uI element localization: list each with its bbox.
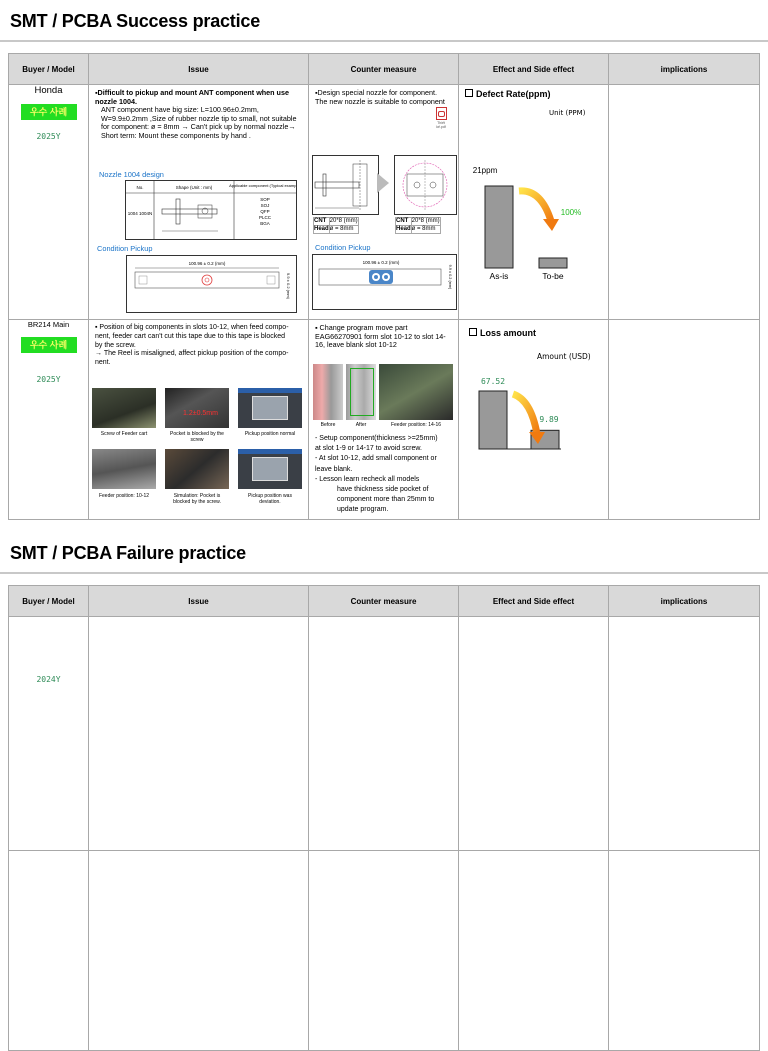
component-type: SOJ — [260, 203, 270, 208]
buyer-cell — [9, 320, 89, 520]
cm-line: 16, leave blank slot 10-12 — [315, 340, 397, 350]
buyer-cell — [9, 851, 89, 1051]
photo-caption: Feeder position: 10-12 — [98, 493, 150, 499]
decrease-arrow — [519, 191, 551, 221]
chart-bar-asis — [485, 186, 513, 268]
table-row — [9, 617, 760, 851]
cm-bullet: component more than 25mm to — [337, 496, 435, 504]
implications-cell — [609, 851, 760, 1051]
header-buyer-model: Buyer / Model — [9, 586, 89, 617]
loss-amount-chart — [459, 354, 607, 474]
issue-headline: ▪Difficult to pickup and mount ANT component when use nozzle 1004. — [95, 88, 289, 106]
cm-bullet: leave blank. — [315, 465, 353, 473]
header-counter-measure: Counter measure — [309, 54, 459, 85]
cm-line: The new nozzle is suitable to component — [315, 96, 445, 106]
old-nozzle-spec-table — [313, 217, 359, 234]
simulation-photo — [165, 449, 229, 489]
chart-bar-asis — [479, 391, 507, 449]
photo-caption: Screw of Feeder cart — [100, 431, 148, 437]
issue-line: W=9.9±0.2mm ,Size of rubber nozzle tip to small, not suitable — [101, 113, 297, 123]
chart-value-label: 21ppm — [472, 166, 498, 175]
component-width: 9.9 ± 0.2 (mm) — [286, 273, 291, 299]
pdf-attachment[interactable] — [435, 107, 447, 129]
photo-caption: Pickup position normal — [244, 431, 296, 437]
checkbox-icon — [465, 89, 473, 97]
pickup-normal-screenshot — [238, 388, 302, 428]
effect-unit: Unit (PPM) — [549, 109, 586, 117]
spec-label: Head — [314, 226, 329, 232]
cm-condition-pickup-label: Condition Pickup — [315, 243, 371, 252]
issue-line: ▪ Position of big components in slots 10-12, when feed compo- — [95, 324, 289, 331]
cm-photo-caption: Before — [320, 422, 336, 428]
photo-caption: Pickup position was deviation. — [248, 493, 292, 505]
new-nozzle-svg — [395, 156, 456, 214]
success-header-row — [9, 54, 760, 85]
issue-cell — [89, 617, 309, 851]
offset-overlay: 1.2±0.5mm — [183, 410, 218, 417]
issue-line: Short term: Mount these components by hand . — [101, 130, 251, 140]
chart-value-asis: 67.52 — [480, 377, 506, 386]
header-counter-measure: Counter measure — [309, 586, 459, 617]
buyer-name: Honda — [34, 85, 63, 96]
feeder-position-photo — [92, 449, 156, 489]
checkbox-icon — [469, 328, 477, 336]
failure-section-title: SMT / PCBA Failure practice — [10, 543, 246, 563]
cm-component-width: 9.9 ± 0.2 (mm) — [448, 264, 452, 290]
component-type: BGA — [260, 221, 270, 226]
cm-bullet: - Setup component(thickness >=25mm) — [315, 435, 438, 442]
effect-heading — [469, 328, 536, 338]
year-label: 2025Y — [36, 375, 61, 384]
nozzle-number: 1004 1004N — [127, 211, 153, 216]
failure-table — [8, 585, 760, 1051]
header-implications: implications — [609, 586, 760, 617]
cm-bullet: have thickness side pocket of — [337, 486, 429, 494]
arrow-right-icon — [377, 173, 389, 193]
chart-value-tobe: 9.89 — [539, 415, 559, 424]
decrease-arrow-head — [543, 219, 559, 231]
header-issue: Issue — [89, 586, 309, 617]
issue-line: nent, feeder cart can't cut this tape due to this tape is blocked — [95, 332, 286, 340]
nozzle-col-no: No. — [136, 185, 144, 190]
effect-cell — [459, 320, 609, 520]
cm-line: ▪ Change program move part — [315, 323, 408, 332]
header-effect: Effect and Side effect — [459, 54, 609, 85]
new-nozzle-drawing — [394, 155, 457, 215]
component-pickup-drawing — [126, 255, 297, 313]
header-buyer-model: Buyer / Model — [9, 54, 89, 85]
effect-cell — [459, 617, 609, 851]
photo-caption: Pocket is blocked by the screw — [170, 431, 224, 443]
nozzle-design-drawing — [125, 180, 297, 240]
chart-bar-tobe — [539, 258, 567, 268]
issue-cell — [89, 85, 309, 320]
blocked-pocket-photo — [165, 388, 229, 428]
pickup-deviation-screenshot — [238, 449, 302, 489]
counter-measure-cell — [309, 320, 459, 520]
header-implications: implications — [609, 54, 760, 85]
pdf-file-name: Thiết kế.pdf — [436, 121, 446, 129]
defect-rate-chart — [459, 131, 607, 281]
table-row — [9, 851, 760, 1051]
cm-line: EAG66270901 form slot 10-12 to slot 14- — [315, 331, 446, 341]
issue-line: → The Reel is misaligned, affect pickup position of the compo- — [95, 350, 289, 358]
nozzle-col-shape: Shape (Unit : mm) — [175, 185, 213, 190]
chart-category-label: To-be — [542, 271, 564, 281]
effect-cell — [459, 851, 609, 1051]
title-divider — [0, 40, 768, 42]
component-type: QFP — [260, 209, 270, 214]
cm-photo-caption: After — [355, 422, 367, 428]
cm-bullet: - At slot 10-12, add small component or — [315, 455, 437, 463]
counter-measure-cell — [309, 851, 459, 1051]
header-issue: Issue — [89, 54, 309, 85]
counter-measure-cell — [309, 85, 459, 320]
spec-label: Head — [396, 226, 411, 232]
issue-cell — [89, 320, 309, 520]
component-length: 100.96 ± 0.2 (mm) — [188, 261, 226, 266]
chart-percent-label: 100% — [560, 208, 582, 217]
cm-pickup-drawing — [312, 254, 457, 310]
cm-bullet: - Lesson learn recheck all models — [315, 475, 420, 483]
photo-caption: Simulation: Pocket is blocked by the screw. — [173, 493, 221, 505]
effect-unit: Amount (USD) — [537, 352, 591, 361]
buyer-cell — [9, 85, 89, 320]
issue-line: ANT component have big size: L=100.96±0.2mm, — [101, 105, 259, 115]
implications-cell — [609, 320, 760, 520]
issue-line: for component: ø = 8mm → Can't pick up by normal nozzle→ — [101, 122, 296, 132]
chart-category-label: As-is — [489, 271, 509, 281]
buyer-name: BR214 Main — [27, 320, 70, 329]
issue-line: by the screw. — [95, 341, 136, 349]
year-label: 2024Y — [36, 675, 61, 684]
effect-title: Defect Rate(ppm) — [476, 89, 551, 99]
best-practice-badge: 우수 사례 — [21, 104, 77, 120]
table-row — [9, 85, 760, 320]
cm-pickup-svg — [313, 255, 456, 309]
cm-bullet: update program. — [337, 506, 389, 514]
spec-label: CNT — [396, 218, 412, 226]
new-nozzle-spec-table — [395, 217, 441, 234]
title-divider — [0, 572, 768, 574]
cm-line: ▪Design special nozzle for component. — [315, 88, 438, 97]
cm-component-length: 100.96 ± 0.2 (mm) — [362, 260, 400, 265]
effect-heading — [465, 89, 551, 99]
effect-cell — [459, 85, 609, 320]
success-table — [8, 53, 760, 520]
pickup-drawing-svg — [127, 256, 296, 312]
spec-value: ø = 8mm — [411, 226, 440, 234]
after-feeder-photo — [346, 364, 376, 420]
implications-cell — [609, 617, 760, 851]
spec-label: CNT — [314, 218, 330, 226]
nozzle-design-label: Nozzle 1004 design — [99, 170, 164, 179]
success-section-title: SMT / PCBA Success practice — [10, 11, 261, 31]
spec-value: ø = 8mm — [329, 226, 358, 234]
best-practice-badge: 우수 사례 — [21, 337, 77, 353]
issue-cell — [89, 851, 309, 1051]
feeder-cart-photo — [92, 388, 156, 428]
buyer-cell — [9, 617, 89, 851]
old-nozzle-svg — [313, 156, 378, 214]
table-row — [9, 320, 760, 520]
spec-value: 20*8 (mm) — [411, 218, 440, 224]
component-type: PLCC — [258, 215, 272, 220]
before-feeder-photo — [313, 364, 343, 420]
failure-header-row — [9, 586, 760, 617]
decrease-arrow — [513, 394, 537, 434]
pdf-file-icon — [436, 107, 447, 120]
feeder-position-new-photo — [379, 364, 453, 420]
component-type: SOP — [260, 197, 270, 202]
nozzle-col-applicable: Applicable component (Typical example) — [229, 183, 296, 188]
counter-measure-cell — [309, 617, 459, 851]
implications-cell — [609, 85, 760, 320]
condition-pickup-label: Condition Pickup — [97, 244, 153, 253]
nozzle-drawing-svg — [126, 181, 296, 239]
cm-photo-caption: Feeder position: 14-16 — [390, 422, 442, 428]
cm-bullet: at slot 1-9 or 14-17 to avoid screw. — [315, 445, 422, 453]
old-nozzle-drawing — [312, 155, 379, 215]
effect-title: Loss amount — [480, 328, 537, 338]
year-label: 2025Y — [36, 132, 61, 141]
header-effect: Effect and Side effect — [459, 586, 609, 617]
issue-line: nent. — [95, 359, 111, 367]
spec-value: 20*8 (mm) — [329, 218, 358, 224]
